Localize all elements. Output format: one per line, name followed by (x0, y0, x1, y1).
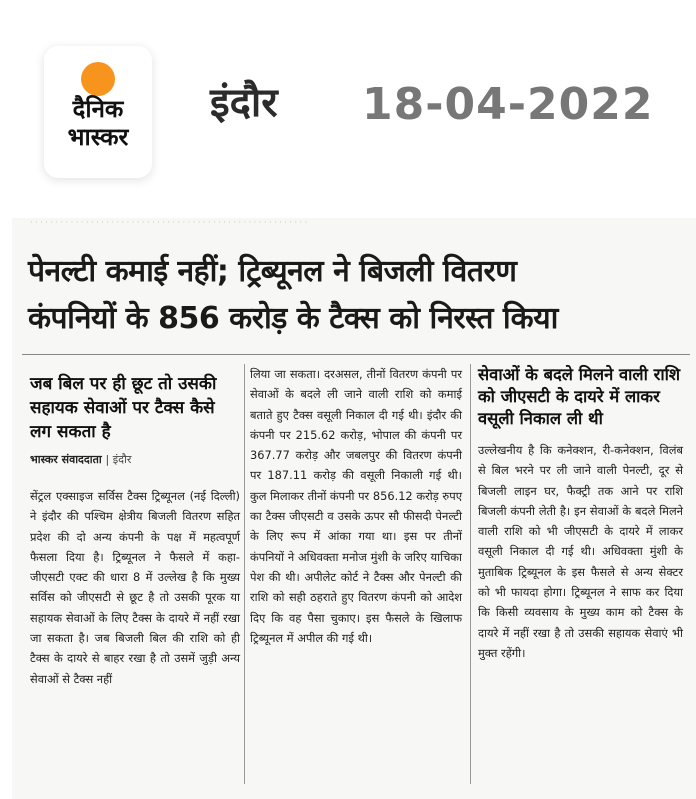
dainik-bhaskar-logo (44, 46, 152, 178)
article-column-1 (30, 372, 240, 689)
article-column-2 (250, 364, 462, 648)
article-headline (28, 248, 688, 342)
sun-icon (81, 62, 115, 96)
column-divider-1 (244, 364, 245, 784)
column-3-subheading: सेवाओं के बदले मिलने वाली राशि को जीएसटी के दायरे में लाकर वसूली निकाल ली थी (478, 365, 681, 428)
column-3-body: उल्लेखनीय है कि कनेक्शन, री-कनेक्शन, विलंब से बिल भरने पर ली जाने वाली पेनल्टी, दूर से बिजली लाइन घर, फैक्ट्री तक आने पर राशि बिजली कंपनी लेती है। इन सेवाओं के बदले मिलने वाली राशि को भी जीएसटी के दायरे में लाकर वसूली निकाल दी गई थी। अधिवक्ता मुंशी के मुताबिक ट्रिब्यूनल के इस फैसले से अन्य सेक्टर को भी फायदा होगा। ट्रिब्यूनल ने साफ कर दिया कि किसी व्यवसाय के मुख्य काम को टैक्स के दायरे में नहीं रखा है तो उसकी सहायक सेवाएं भी मुक्त रहेंगी। (478, 443, 683, 660)
column-divider-2 (470, 364, 471, 784)
logo-text-line2: भास्कर (67, 123, 129, 151)
edition-city: इंदौर (210, 80, 278, 126)
byline (30, 452, 240, 468)
column-2-body: लिया जा सकता। दरअसल, तीनों वितरण कंपनी पर सेवाओं के बदले ली जाने वाली राशि को कमाई बताते हुए टैक्स वसूली निकाल दी गई थी। इंदौर की कंपनी पर 215.62 करोड़, भोपाल की कंपनी पर 367.77 करोड़ और जबलपुर की वितरण कंपनी पर 187.11 करोड़ की वसूली निकाली गई थी। कुल मिलाकर तीनों कंपनी पर 856.12 करोड़ रुपए का टैक्स जीएसटी व उसके ऊपर सौ फीसदी पेनल्टी के लिए रूप में आंका गया था। इस पर तीनों कंपनियों ने अधिवक्ता मनोज मुंशी के जरिए याचिका पेश की थी। अपीलेट कोर्ट ने टैक्स और पेनल्टी की राशि को सही ठहराते हुए वितरण कंपनी को आदेश दिए कि वह पैसा चुकाए। इस फैसले के खिलाफ ट्रिब्यूनल में अपील की गई थी। (250, 367, 462, 645)
headline-line-1: पेनल्टी कमाई नहीं; ट्रिब्यूनल ने बिजली वितरण (28, 254, 517, 289)
headline-line-2: कंपनियों के 856 करोड़ के टैक्स को निरस्त किया (28, 301, 558, 336)
edition-date: 18-04-2022 (362, 79, 654, 130)
column-1-body: सेंट्रल एक्साइज सर्विस टैक्स ट्रिब्यूनल (नई दिल्ली) ने इंदौर की पश्चिम क्षेत्रीय बिजली वितरण सहित प्रदेश की दो अन्य कंपनी के पक्ष में महत्वपूर्ण फैसला दिया है। ट्रिब्यूनल ने फैसले में कहा- जीएसटी एक्ट की धारा 8 में उल्लेख है कि मुख्य सर्विस को जीएसटी से छूट है तो उसकी पूरक या सहायक सेवाओं के लिए टैक्स के दायरे में नहीं रखा जा सकता है। जब बिजली बिल की राशि को ही टैक्स के दायरे से बाहर रखा है तो उसमें जुड़ी अन्य सेवाओं से टैक्स नहीं (30, 489, 240, 686)
byline-author: भास्कर संवाददाता (30, 453, 102, 466)
byline-location: | इंदौर (105, 453, 132, 466)
article-column-3 (478, 364, 683, 663)
header-bar (0, 0, 696, 205)
headline-divider (22, 354, 690, 355)
logo-text-line1: दैनिक (72, 95, 124, 123)
cropped-top-text: · · · · · · · · · · · · · · · · · · · · · · · · · · · · · · · · · · · · · · · · · · · · · · · · · · · · · · · (30, 218, 308, 227)
column-1-subheading: जब बिल पर ही छूट तो उसकी सहायक सेवाओं पर टैक्स कैसे लग सकता है (30, 374, 217, 442)
